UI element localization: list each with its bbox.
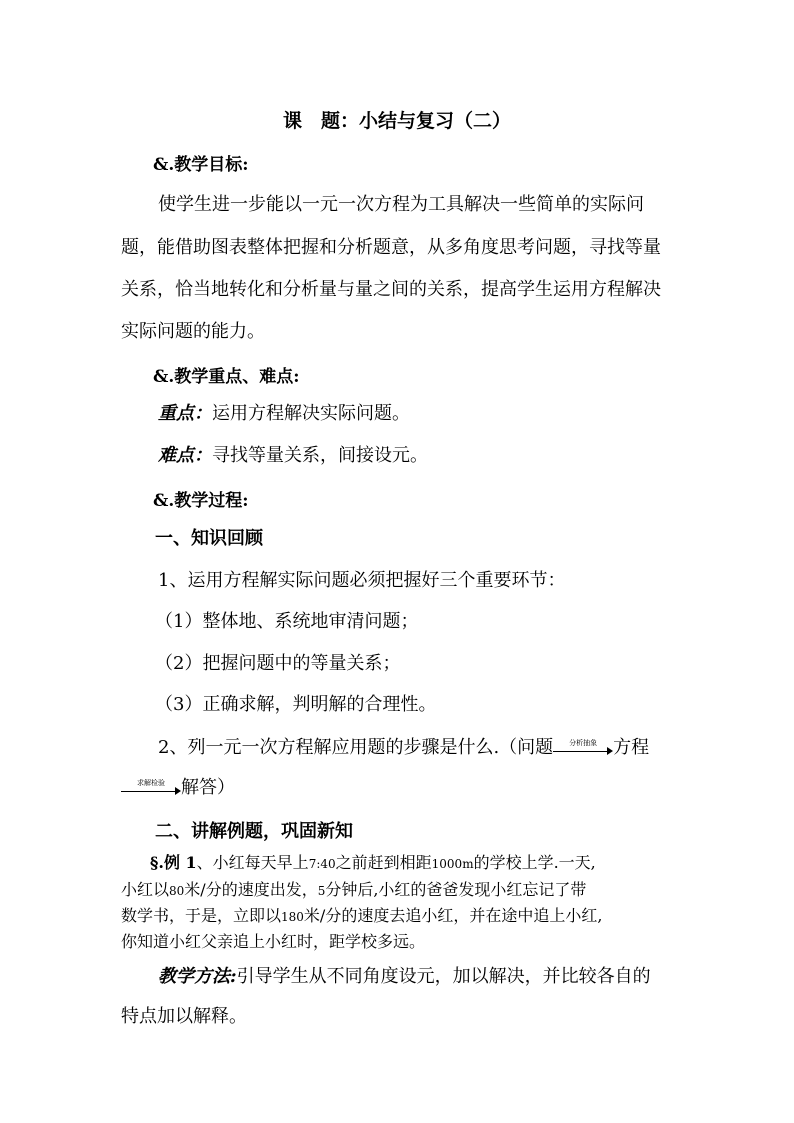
key-points-heading: &.教学重点、难点: <box>153 367 300 387</box>
arrow-solve-icon <box>121 781 181 795</box>
focus-label: 重点： <box>158 403 212 424</box>
arrow1-label: 分析抽象 <box>569 739 598 747</box>
example-text: 米/分的速度出发， <box>184 880 318 899</box>
difficulty-line <box>158 441 428 467</box>
objective-line-1: 使学生进一步能以一元一次方程为工具解决一些简单的实际问 <box>158 194 644 215</box>
difficulty-label: 难点： <box>158 445 212 466</box>
method-line-1 <box>158 962 651 988</box>
objective-line-3: 关系，恰当地转化和分析量与量之间的关系，提高学生运用方程解决 <box>121 279 661 300</box>
focus-text: 运用方程解决实际问题。 <box>212 403 410 424</box>
example-prefix: §. <box>150 853 164 872</box>
example-text: 分钟后,小红的爸爸发现小红忘记了带 <box>325 880 587 899</box>
example-minutes: 5 <box>317 884 326 898</box>
arrow-analyze-icon <box>553 741 613 755</box>
example-line-1 <box>150 850 596 873</box>
item2-end: 解答） <box>181 777 235 798</box>
review-sub-2: （2）把握问题中的等量关系； <box>155 653 401 674</box>
review-item-2 <box>158 733 649 759</box>
example-label: 例 1 <box>163 853 197 872</box>
review-item-1: 1、运用方程解实际问题必须把握好三个重要环节： <box>158 570 566 591</box>
example-line-3 <box>121 903 602 926</box>
method-label: 教学方法: <box>158 966 237 987</box>
example-text: 米/分的速度去追小红，并在途中追上小红, <box>303 906 603 925</box>
item2-start: 2、列一元一次方程解应用题的步骤是什么.（问题 <box>158 737 554 758</box>
example-line-2 <box>121 877 586 900</box>
example-line-4: 你知道小红父亲追上小红时，距学校多远。 <box>121 932 426 951</box>
objective-line-4: 实际问题的能力。 <box>121 321 265 342</box>
objective-line-2: 题，能借助图表整体把握和分析题意，从多角度思考问题，寻找等量 <box>121 237 661 258</box>
example-speed-2: 180 <box>281 910 304 924</box>
difficulty-text: 寻找等量关系，间接设元。 <box>212 445 428 466</box>
example-text: 的学校上学.一天, <box>473 853 596 872</box>
example-time: 7:40 <box>308 857 336 871</box>
arrow2-label: 求解检验 <box>137 779 165 787</box>
review-sub-3: （3）正确求解，判明解的合理性。 <box>155 694 437 715</box>
focus-line <box>158 399 410 425</box>
item2-mid: 方程 <box>613 737 650 758</box>
method-line-2: 特点加以解释。 <box>121 1006 247 1027</box>
section-examples: 二、讲解例题，巩固新知 <box>155 821 353 842</box>
lesson-title: 课 题：小结与复习（二） <box>282 110 511 132</box>
example-text: 小红每天早上 <box>212 853 309 872</box>
example-text: 之前赶到相距 <box>335 853 432 872</box>
example-sep: 、 <box>196 853 213 872</box>
objective-heading: &.教学目标: <box>153 155 249 175</box>
review-sub-1: （1）整体地、系统地审清问题； <box>155 611 419 632</box>
review-item-2-cont <box>121 773 235 799</box>
process-heading: &.教学过程: <box>153 491 249 511</box>
example-distance: 1000m <box>431 857 474 871</box>
method-text-1: 引导学生从不同角度设元，加以解决，并比较各自的 <box>236 966 651 987</box>
section-review: 一、知识回顾 <box>155 528 263 549</box>
example-text: 数学书，于是，立即以 <box>121 906 282 925</box>
example-speed-1: 80 <box>169 884 185 898</box>
example-text: 小红以 <box>121 880 170 899</box>
